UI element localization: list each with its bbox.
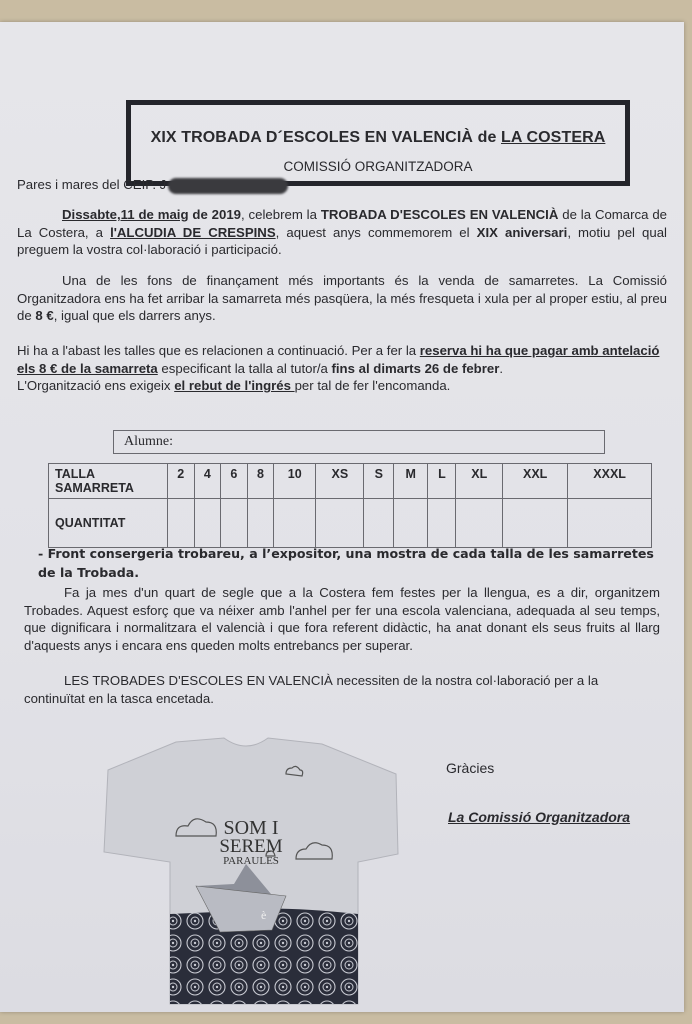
redacted-name — [168, 178, 288, 194]
size-row-label: TALLA SAMARRETA — [49, 464, 168, 499]
quantity-row-label: QUANTITAT — [49, 499, 168, 548]
quantity-cell[interactable] — [221, 499, 248, 548]
svg-text:PARAULES: PARAULES — [223, 855, 279, 867]
document-page — [0, 22, 684, 1012]
quantity-cell[interactable] — [503, 499, 568, 548]
greeting: Pares i mares del CEIP. J — [17, 176, 288, 194]
size-xxxl: XXXL — [568, 464, 652, 499]
quantity-cell[interactable] — [194, 499, 221, 548]
paragraph-intro: Dissabte,11 de maig de 2019, celebrem la TROBADA D'ESCOLES EN VALENCIÀ de la Comarca de La Costera, a l'ALCUDIA DE CRESPINS, aquest anys commemorem el XIX aniversari, motiu pel qual preguem la vostra col·laboració i participació. — [17, 207, 667, 257]
quantity-cell[interactable] — [247, 499, 274, 548]
quantity-cell[interactable] — [274, 499, 316, 548]
tshirt-image — [96, 734, 406, 1006]
document-subtitle: COMISSIÓ ORGANITZADORA — [283, 159, 473, 174]
size-order-table — [48, 463, 652, 548]
size-xl: XL — [456, 464, 503, 499]
display-notice: - Front consergeria trobareu, a l’expositor, una mostra de cada talla de les samarretes de la Trobada. — [38, 546, 654, 580]
quantity-cell[interactable] — [456, 499, 503, 548]
quantity-cell[interactable] — [568, 499, 652, 548]
student-name-field[interactable]: Alumne: — [113, 430, 605, 454]
svg-text:SEREM: SEREM — [219, 836, 283, 857]
size-l: L — [428, 464, 456, 499]
title-box — [126, 100, 630, 186]
quantity-cell[interactable] — [316, 499, 364, 548]
quantity-cell[interactable] — [364, 499, 394, 548]
paragraph-closing: LES TROBADES D'ESCOLES EN VALENCIÀ necessiten de la nostra col·laboració per a la continuïtat en la tasca encetada. — [24, 673, 599, 706]
size-6: 6 — [221, 464, 248, 499]
thanks-text: Gràcies — [446, 760, 495, 776]
size-2: 2 — [168, 464, 195, 499]
quantity-cell[interactable] — [428, 499, 456, 548]
size-m: M — [394, 464, 428, 499]
svg-text:è: è — [261, 908, 267, 922]
size-8: 8 — [247, 464, 274, 499]
size-4: 4 — [194, 464, 221, 499]
svg-text:SOM I: SOM I — [223, 817, 279, 839]
quantity-cell[interactable] — [168, 499, 195, 548]
size-xxl: XXL — [503, 464, 568, 499]
size-xs: XS — [316, 464, 364, 499]
size-s: S — [364, 464, 394, 499]
size-10: 10 — [274, 464, 316, 499]
quantity-cell[interactable] — [394, 499, 428, 548]
paragraph-reservation: Hi ha a l'abast les talles que es relacionen a continuació. Per a fer la reserva hi ha que pagar amb antelació els 8 € de la samarreta especificant la talla al tutor/a fins al dimarts 26 de febrer. L'Organització ens exigeix el rebut de l'ingrés per tal de fer l'encomanda. — [17, 343, 660, 393]
paragraph-history: Fa ja mes d'un quart de segle que a la Costera fem festes per la llengua, es a dir, organitzem Trobades. Aquest esforç que va néixer amb l'anhel per fer una escola valenciana, adequada al seu temps, que dignificara i normalitzara el valencià i que fora referent didàctic, ha anat donant els seus fruits al llarg d'aquests anys i encara ens queden molts entrebancs per superar. — [24, 585, 660, 653]
document-title: XIX TROBADA D´ESCOLES EN VALENCIÀ de LA COSTERA — [150, 129, 606, 146]
signature: La Comissió Organitzadora — [448, 809, 631, 825]
size-header-row — [49, 464, 652, 499]
paragraph-funding: Una de les fons de finançament més importants és la venda de samarretes. La Comissió Organitzadora ens ha fet arribar la samarreta més pasqüera, la més fresqueta i xula per al proper estiu, al preu de 8 €, igual que els darrers anys. — [17, 273, 667, 323]
quantity-row — [49, 499, 652, 548]
